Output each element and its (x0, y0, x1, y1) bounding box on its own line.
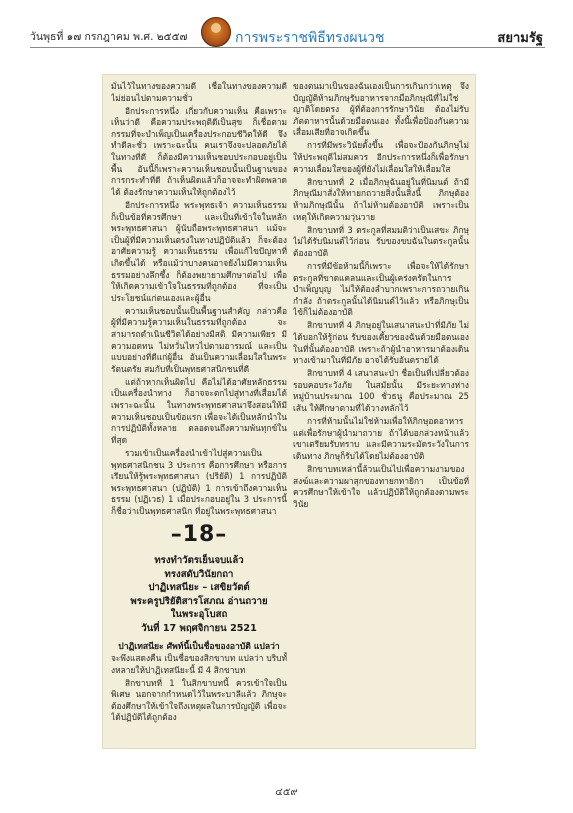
paragraph: สิกขาบทที่ 3 ตระกูลที่สมมติว่าเป็นเสขะ ภิกษุไม่ได้รับนิมนต์ไว้ก่อน รับของขบฉันในตระกูลนั้นต้องอาบัติ (293, 224, 469, 258)
newspaper-brand: สยามรัฐ (497, 31, 543, 46)
monk-portrait-icon (201, 17, 231, 47)
left-column (111, 81, 287, 741)
right-column (293, 81, 469, 741)
paragraph: สิกขาบทที่ 1 ในสิกขาบทนี้ ควรเข้าใจเป็นพิเศษ นอกจากกำหนดไว้ในพระบาลีแล้ว ภิกษุจะต้องศึกษาให้เข้าใจถึงเหตุผลในการบัญญัติ เพื่อจะได้ปฏิบัติได้ถูกต้อง (111, 677, 287, 723)
paragraph: อีกประการหนึ่ง เกี่ยวกับความเห็น คือเพราะเห็นว่าดี คือความประพฤติดีเป็นสุข ก็เชื่อตามกรรมที่จะบำเพ็ญเป็นเครื่องประกอบชีวิตให้ดี จึงทำดีละชั่ว เพราะฉะนั้น คนเราจึงจะปลอดภัยได้ ในทางที่ดี ก็ต้องมีความเห็นชอบประกอบอยู่เป็นพื้น อันนี้ก็เพราะความเห็นชอบนั้นเป็นฐานของการกระทำที่ดี ถ้าเห็นผิดแล้วก็อาจจะทำผิดพลาดได้ ต้องรักษาความเห็นให้ถูกต้องไว้ (111, 105, 287, 197)
paragraph: อีกประการหนึ่ง พระพุทธเจ้า ความเห็นธรรม ก็เป็นข้อที่ควรศึกษา และเป็นที่เข้าใจในหลักพระพุทธศาสนา ผู้นับถือพระพุทธศาสนา แม้จะเป็นผู้ที่มีความเห็นตรงในทางปฏิบัติแล้ว ก็จะต้องอาศัยความรู้ ความเห็นธรรม เพื่อแก้ไขปัญหาที่เกิดขึ้นได้ หรือแม้ว่าบางคนอาจยังไม่มีความเห็นธรรมอย่างลึกซึ้ง ก็ต้องพยายามศึกษาต่อไป เพื่อให้เกิดความเข้าใจในธรรมที่ถูกต้อง ที่จะเป็นประโยชน์แก่ตนเองและผู้อื่น (111, 199, 287, 303)
paragraph: ของตนมาเป็นของฉันเองเป็นการเกินกว่าเหตุ จึงบัญญัติห้ามภิกษุรับอาหารจากมือภิกษุณีที่ไม่ใช่ญาติโดยตรง ผู้ที่ต้องการรักษาวินัย ต้องไม่รับภัตตาหารนั้นด้วยมือตนเอง ทั้งนี้เพื่อป้องกันความเสื่อมเสียที่อาจเกิดขึ้น (293, 81, 469, 138)
page-number: ๔๕๙ (275, 787, 298, 798)
paragraph: สิกขาบทเหล่านี้ล้วนเป็นไปเพื่อความงามของสงฆ์และความผาสุกของทายกทายิกา เป็นข้อที่ควรศึกษาให้เข้าใจ แล้วปฏิบัติให้ถูกต้องตามพระวินัย (293, 464, 469, 509)
section-number: –18– (170, 522, 228, 548)
paragraph: สิกขาบทที่ 4 ภิกษุอยู่ในเสนาสนะป่าที่มีภัย ไม่ได้บอกให้รู้ก่อน รับของเคี้ยวของฉันด้วยมือตนเองในที่นั้นต้องอาบัติ เพราะถ้าผู้นำอาหารมาต้องเดินทางเข้ามาในที่มีภัย อาจได้รับอันตรายได้ (293, 320, 469, 366)
section-heading-date: วันที่ 17 พฤศจิกายน 2521 (141, 622, 257, 634)
section-heading-line: ในพระอุโบสถ (170, 609, 228, 621)
section-heading-line: ทรงสดับวินัยกถา (164, 568, 234, 580)
header-title: การพระราชพิธีทรงผนวช (235, 30, 385, 46)
paragraph: การที่มีพระวินัยตั้งขึ้น เพื่อจะป้องกันภิกษุไม่ให้ประพฤติไม่สมควร อีกประการหนึ่งก็เพื่อรักษาความเลื่อมใสของผู้ที่ยังไม่เลื่อมใสให้เลื่อมใส (293, 140, 469, 174)
section-subheading: ปาฏิเทสนียะ ศัพท์นี้เป็นชื่อของอาบัติ แปลว่า (118, 641, 280, 652)
header-date: วันพุธที่ ๑๗ กรกฎาคม พ.ศ. ๒๕๕๗ (30, 31, 188, 43)
paragraph: สิกขาบทที่ 2 เมื่อภิกษุฉันอยู่ในที่นิมนต์ ถ้ามีภิกษุณีมาสั่งให้ทายกถวายสิ่งนั้นสิ่งนี้ ภิกษุต้องห้ามภิกษุณีนั้น ถ้าไม่ห้ามต้องอาบัติ เพราะเป็นเหตุให้เกิดความวุ่นวาย (293, 176, 469, 222)
paragraph: รวมเข้าเป็นเครื่องนำเข้าไปสู่ความเป็นพุทธศาสนิกชน 3 ประการ คือการศึกษา หรือการเรียนให้รู้พระพุทธศาสนา (ปริยัติ) 1 การปฏิบัติพระพุทธศาสนา (ปฏิบัติ) 1 การเข้าถึงความเห็นธรรม (ปฏิเวธ) 1 เมื่อประกอบอยู่ใน 3 ประการนี้ ก็ชื่อว่าเป็นพุทธศาสนิก ที่อยู่ในพระพุทธศาสนา (111, 447, 287, 516)
paragraph: การที่มีข้อห้ามนี้ก็เพราะ เพื่อจะให้ได้รักษาตระกูลที่ขาดแคลนและเป็นผู้เคร่งครัดในการบำเพ็ญบุญ ไม่ให้ต้องลำบากเพราะการถวายเกินกำลัง ถ้าตระกูลนั้นได้นิมนต์ไว้แล้ว หรือภิกษุเป็นไข้ก็ไม่ต้องอาบัติ (293, 260, 469, 318)
section-heading-line: ปาฏิเทสนียะ – เสขิยวัตต์ (148, 582, 250, 594)
paragraph: แต่ถ้าหากเห็นผิดไป คือไม่ได้อาศัยหลักธรรมเป็นเครื่องนำทาง ก็อาจจะตกไปสู่ทางที่เสื่อมได้ เพราะฉะนั้น ในทางพระพุทธศาสนาจึงสอนให้มีความเห็นชอบเป็นข้อแรก เพื่อจะได้เป็นหลักนำในการปฏิบัติทั้งหลาย ตลอดจนถึงความพ้นทุกข์ในที่สุด (111, 376, 287, 445)
section-heading-line: ทรงทำวัตรเย็นจบแล้ว (154, 555, 244, 567)
page-header (0, 0, 573, 60)
paragraph: สิกขาบทที่ 4 เสนาสนะป่า ชื่อเป็นที่เปลี่ยวต้องรอบคอบระวังภัย ในสมัยนั้น มีระยะทางห่างหมู่บ้านประมาณ 100 ชั่วธนู คือประมาณ 25 เส้น ให้ศึกษาตามที่ได้วางหลักไว้ (293, 368, 469, 414)
paragraph: จะพึงแสดงคืน เป็นชื่อของสิกขาบท แปลว่า บริบทั้งหลายให้ปาฏิเทสนียะนี้ มี 4 สิกขาบท (111, 652, 287, 675)
scanned-document (102, 74, 476, 749)
paragraph: มั่นไว้ในทางของความดี เชื่อในทางของความดี ไม่ย่อนไปตามความชั่ว (111, 81, 287, 103)
paragraph: การที่ห้ามนั้นไม่ใช่ห้ามเพื่อให้ภิกษุอดอาหาร แต่เพื่อรักษาผู้นำมาถวาย ถ้าได้บอกล่วงหน้าแล้วเขาเตรียมรับทราบ และมีความระมัดระวังในการเดินทาง ภิกษุก็รับได้โดยไม่ต้องอาบัติ (293, 416, 469, 461)
paragraph: ความเห็นชอบนั้นเป็นพื้นฐานสำคัญ กล่าวคือ ผู้ที่มีความรู้ความเห็นในธรรมที่ถูกต้อง จะสามารถดำเนินชีวิตได้อย่างมีสติ มีความเพียร มีความอดทน ไม่หวั่นไหวไปตามอารมณ์ และเป็นแบบอย่างที่ดีแก่ผู้อื่น อันเป็นความเลื่อมใสในพระรัตนตรัย สมกับที่เป็นพุทธศาสนิกชนที่ดี (111, 305, 287, 374)
header-divider (30, 47, 545, 48)
section-heading-line: พระครูปริยัติสารโสภณ อ่านถวาย (130, 595, 268, 607)
